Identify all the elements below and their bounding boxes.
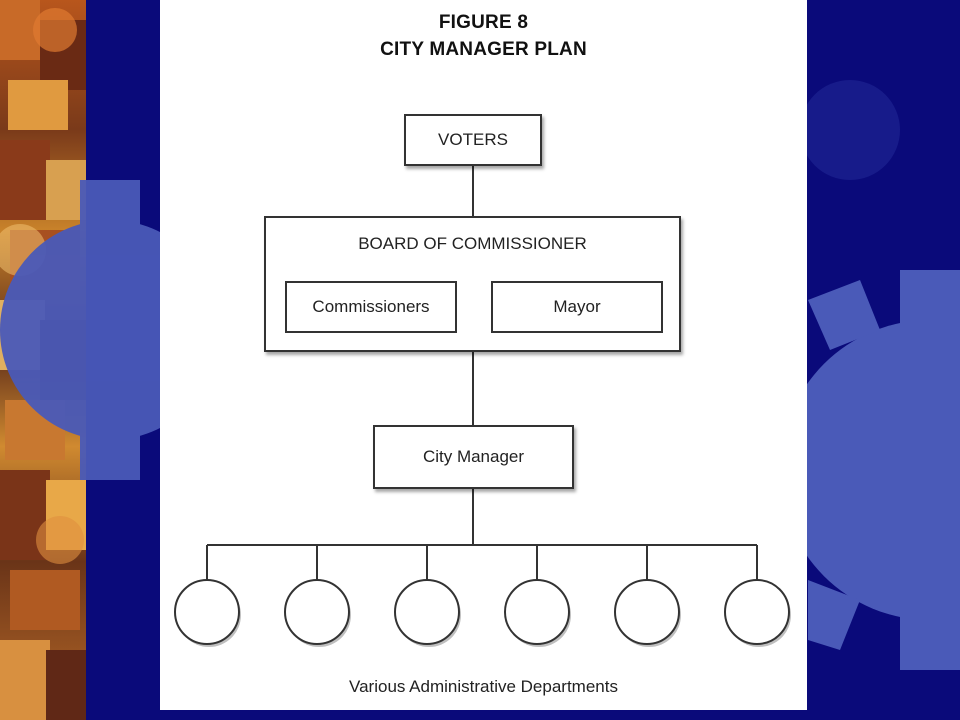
- figure-title: CITY MANAGER PLAN: [380, 39, 587, 60]
- voters-label: VOTERS: [438, 130, 508, 149]
- department-node: [285, 580, 349, 644]
- department-node: [615, 580, 679, 644]
- city-manager-label: City Manager: [422, 447, 525, 466]
- mayor-box: [491, 281, 663, 333]
- department-node: [395, 580, 459, 644]
- department-node: [505, 580, 569, 644]
- gear-top-right: [800, 80, 900, 180]
- board-of-commissioner-box: [264, 216, 681, 352]
- commissioners-label: Commissioners: [312, 297, 430, 316]
- city-manager-box: [373, 425, 574, 489]
- department-node: [175, 580, 239, 644]
- commissioners-box: [285, 281, 457, 333]
- org-chart-connectors: [160, 0, 807, 710]
- board-label: BOARD OF COMMISSIONER: [358, 234, 587, 253]
- departments-label: Various Administrative Departments: [349, 677, 618, 696]
- mayor-label: Mayor: [553, 297, 601, 316]
- department-node: [725, 580, 789, 644]
- gear-right: [780, 270, 960, 670]
- voters-box: [404, 114, 542, 166]
- figure-number: FIGURE 8: [438, 12, 529, 33]
- slide-panel: [160, 0, 807, 710]
